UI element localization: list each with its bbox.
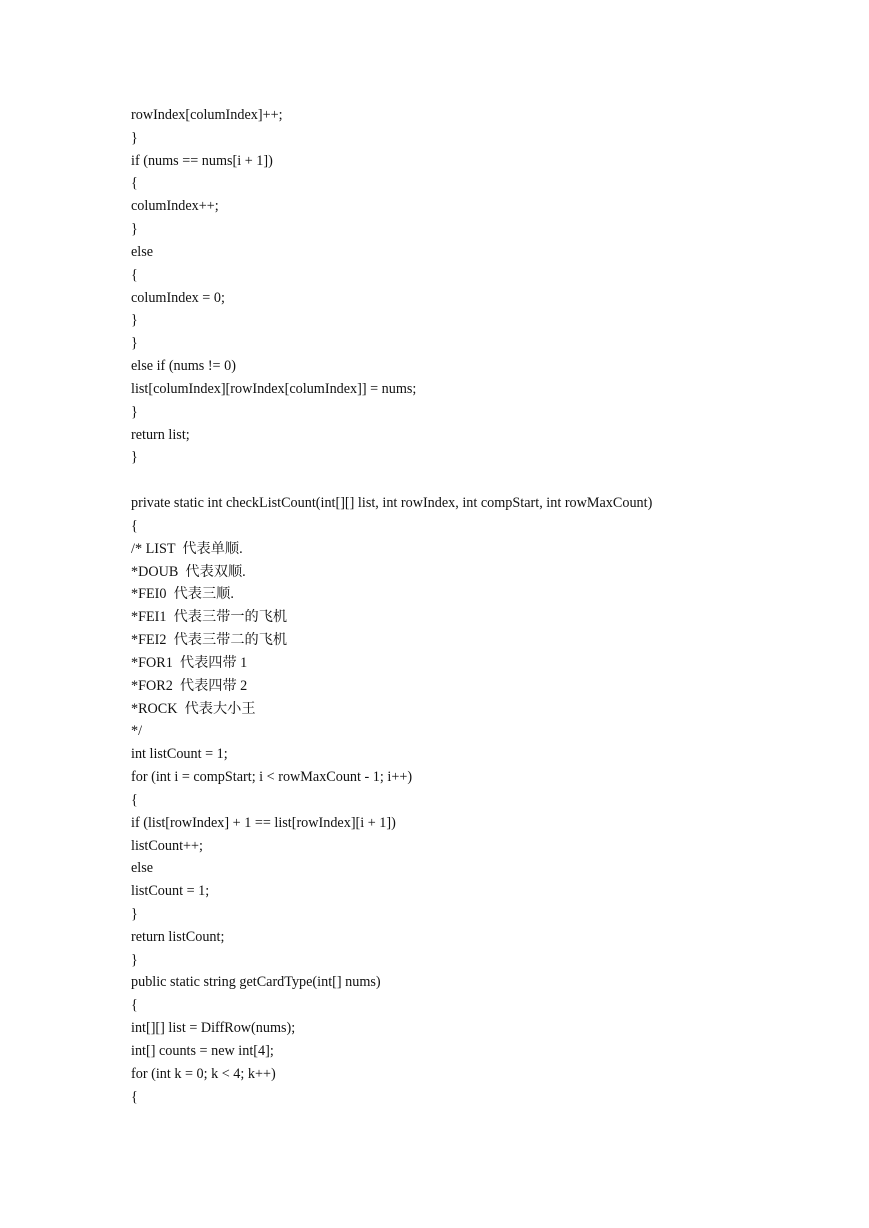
code-line: listCount = 1;: [131, 883, 210, 900]
comment-line: *FEI1 代表三带一的飞机: [131, 609, 288, 626]
code-line: }: [131, 312, 138, 329]
code-line: list[columIndex][rowIndex[columIndex]] = nums;: [131, 380, 417, 397]
code-line: int[] counts = new int[4];: [131, 1042, 274, 1059]
comment-line: *FOR1 代表四带 1: [131, 654, 248, 671]
code-line: columIndex = 0;: [131, 289, 225, 306]
code-line: for (int k = 0; k < 4; k++): [131, 1065, 276, 1082]
code-line: listCount++;: [131, 837, 203, 854]
code-line: int[][] list = DiffRow(nums);: [131, 1020, 296, 1037]
code-line: return listCount;: [131, 928, 225, 945]
comment-line: *ROCK 代表大小王: [131, 700, 256, 717]
code-line: if (list[rowIndex] + 1 == list[rowIndex][i + 1]): [131, 814, 396, 831]
code-line: }: [131, 449, 138, 466]
code-line: {: [131, 997, 138, 1014]
comment-line: *FEI0 代表三顺.: [131, 586, 234, 603]
code-line: for (int i = compStart; i < rowMaxCount - 1; i++): [131, 769, 413, 786]
code-line: }: [131, 905, 138, 922]
code-line: else: [131, 243, 154, 260]
code-line: rowIndex[columIndex]++;: [131, 107, 283, 123]
code-line: }: [131, 951, 138, 968]
code-line: }: [131, 221, 138, 238]
comment-line: *DOUB 代表双顺.: [131, 563, 246, 580]
code-line: else: [131, 860, 154, 877]
comment-line: *FEI2 代表三带二的飞机: [131, 632, 288, 649]
code-listing: [131, 104, 831, 1108]
code-line: return list;: [131, 426, 190, 443]
code-line: int listCount = 1;: [131, 746, 228, 763]
code-line: public static string getCardType(int[] nums): [131, 974, 381, 991]
code-line: {: [131, 517, 138, 534]
code-line: {: [131, 175, 138, 192]
comment-line: *FOR2 代表四带 2: [131, 677, 248, 694]
code-line: }: [131, 403, 138, 420]
comment-line: */: [131, 723, 143, 740]
code-line: private static int checkListCount(int[][] list, int rowIndex, int compStart, int rowMaxCount): [131, 495, 653, 512]
code-line: {: [131, 791, 138, 808]
code-line: {: [131, 266, 138, 283]
code-line: }: [131, 129, 138, 146]
code-line: if (nums == nums[i + 1]): [131, 152, 273, 169]
code-line: else if (nums != 0): [131, 358, 236, 375]
blank-line: [131, 469, 831, 492]
code-line: columIndex++;: [131, 198, 219, 215]
comment-line: /* LIST 代表单顺.: [131, 540, 243, 557]
code-line: {: [131, 1088, 138, 1105]
code-line: }: [131, 335, 138, 352]
